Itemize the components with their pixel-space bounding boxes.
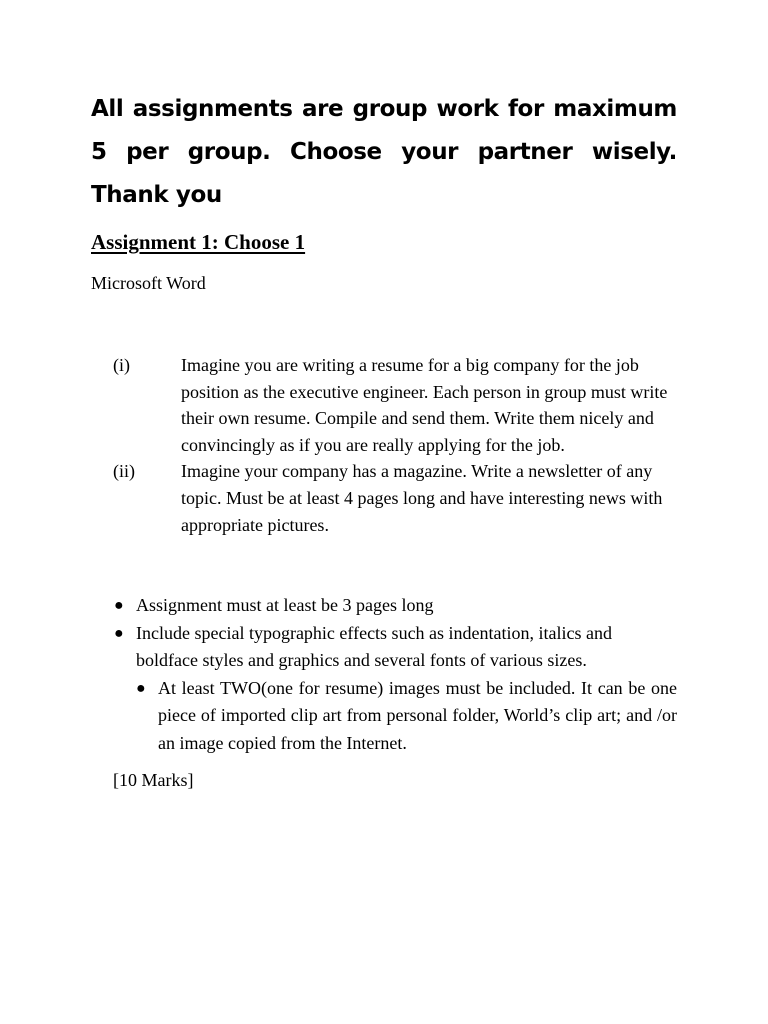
sub-requirement-group <box>113 675 677 758</box>
requirement-text: Include special typographic effects such as indentation, italics and boldface styles and graphics and several fonts of various sizes. <box>136 622 613 671</box>
task-text: Imagine you are writing a resume for a big company for the job position as the executive engineer. Each person in group must write their own resume. Compile and send them. Write them nicely and convincingly as if you are really applying for the job. <box>181 355 668 455</box>
assignment-subtitle: Microsoft Word <box>91 273 206 293</box>
task-item <box>113 352 677 458</box>
page-heading: All assignments are group work for maximum 5 per group. Choose your partner wisely. Thank you <box>91 96 677 208</box>
requirement-text: Assignment must at least be 3 pages long <box>136 595 434 615</box>
bullet-icon: ● <box>114 597 124 614</box>
bullet-icon: ● <box>114 624 124 642</box>
sub-requirement-text: At least TWO(one for resume) images must be included. It can be one piece of imported clip art from personal folder, World’s clip art; and /or an image copied from the Internet. <box>158 677 677 753</box>
task-marker: (ii) <box>113 461 135 482</box>
assignment-title: Assignment 1: Choose 1 <box>91 230 306 254</box>
sub-requirement-item <box>113 675 677 758</box>
requirement-item <box>113 620 677 675</box>
task-item <box>113 458 677 538</box>
bullet-icon: ● <box>136 679 146 697</box>
requirements-list <box>113 592 677 758</box>
numbered-task-list <box>113 352 677 538</box>
requirement-item <box>113 592 677 620</box>
sub-requirements-list <box>113 675 677 758</box>
marks-label: [10 Marks] <box>113 770 194 790</box>
task-marker: (i) <box>113 355 130 375</box>
task-text: Imagine your company has a magazine. Write a newsletter of any topic. Must be at least 4 pages long and have interesting news with appropriate pictures. <box>181 461 663 535</box>
